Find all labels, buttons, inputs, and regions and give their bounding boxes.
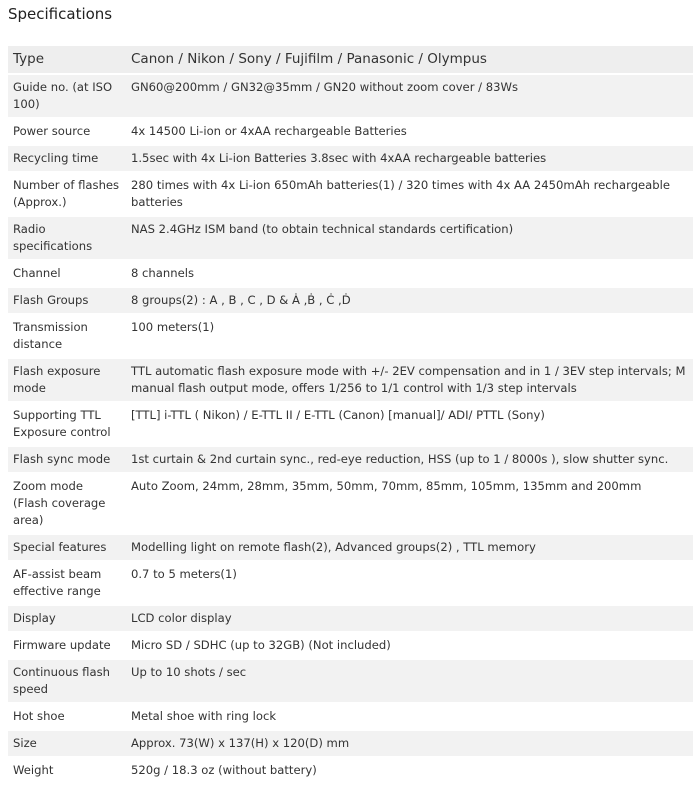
spec-key: AF-assist beam effective range: [8, 562, 125, 604]
spec-value: TTL automatic flash exposure mode with +/- 2EV compensation and in 1 / 3EV step intervals; M manual flash output mode, offers 1/256 to 1/1 control with 1/3 step intervals: [125, 359, 693, 401]
spec-value: 8 groups(2) : A , B , C , D & Ȧ ,Ḃ , Ċ ,Ḋ: [125, 288, 693, 313]
table-row: [8, 359, 693, 401]
table-row: [8, 261, 693, 286]
spec-key: Number of flashes (Approx.): [8, 173, 125, 215]
table-row: [8, 606, 693, 631]
spec-value: NAS 2.4GHz ISM band (to obtain technical standards certification): [125, 217, 693, 259]
spec-key: Guide no. (at ISO 100): [8, 75, 125, 117]
spec-value: 1st curtain & 2nd curtain sync., red-eye reduction, HSS (up to 1 / 8000s ), slow shutter sync.: [125, 447, 693, 472]
spec-value: [TTL] i-TTL ( Nikon) / E-TTL II / E-TTL (Canon) [manual]/ ADI/ PTTL (Sony): [125, 403, 693, 445]
spec-value: Metal shoe with ring lock: [125, 704, 693, 729]
spec-value: Auto Zoom, 24mm, 28mm, 35mm, 50mm, 70mm, 85mm, 105mm, 135mm and 200mm: [125, 474, 693, 533]
table-row: [8, 217, 693, 259]
table-header-row: [8, 46, 693, 73]
table-row: [8, 704, 693, 729]
table-row: [8, 403, 693, 445]
spec-key: Channel: [8, 261, 125, 286]
spec-key: Power source: [8, 119, 125, 144]
table-row: [8, 758, 693, 783]
spec-key: Zoom mode (Flash coverage area): [8, 474, 125, 533]
table-row: [8, 474, 693, 533]
table-row: [8, 288, 693, 313]
spec-value: 280 times with 4x Li-ion 650mAh batteries(1) / 320 times with 4x AA 2450mAh rechargeable batteries: [125, 173, 693, 215]
spec-value: 0.7 to 5 meters(1): [125, 562, 693, 604]
spec-value: 100 meters(1): [125, 315, 693, 357]
table-row: [8, 119, 693, 144]
table-row: [8, 535, 693, 560]
spec-key: Flash sync mode: [8, 447, 125, 472]
spec-key: Hot shoe: [8, 704, 125, 729]
spec-key: Weight: [8, 758, 125, 783]
table-row: [8, 447, 693, 472]
spec-key: Continuous flash speed: [8, 660, 125, 702]
spec-key: Flash exposure mode: [8, 359, 125, 401]
table-row: [8, 315, 693, 357]
table-row: [8, 731, 693, 756]
spec-value: Modelling light on remote flash(2), Advanced groups(2) , TTL memory: [125, 535, 693, 560]
spec-key: Recycling time: [8, 146, 125, 171]
table-row: [8, 562, 693, 604]
spec-key: Size: [8, 731, 125, 756]
specifications-table: [8, 44, 693, 785]
spec-value: 4x 14500 Li-ion or 4xAA rechargeable Batteries: [125, 119, 693, 144]
spec-key: Flash Groups: [8, 288, 125, 313]
spec-value: 8 channels: [125, 261, 693, 286]
spec-key: Special features: [8, 535, 125, 560]
section-title: Specifications: [8, 5, 113, 23]
table-row: [8, 75, 693, 117]
spec-key: Radio specifications: [8, 217, 125, 259]
spec-key: Supporting TTL Exposure control: [8, 403, 125, 445]
header-value: Canon / Nikon / Sony / Fujifilm / Panasonic / Olympus: [125, 46, 693, 73]
spec-key: Transmission distance: [8, 315, 125, 357]
spec-value: Approx. 73(W) x 137(H) x 120(D) mm: [125, 731, 693, 756]
spec-value: Micro SD / SDHC (up to 32GB) (Not included): [125, 633, 693, 658]
spec-key: Display: [8, 606, 125, 631]
spec-value: 1.5sec with 4x Li-ion Batteries 3.8sec with 4xAA rechargeable batteries: [125, 146, 693, 171]
spec-value: Up to 10 shots / sec: [125, 660, 693, 702]
spec-value: 520g / 18.3 oz (without battery): [125, 758, 693, 783]
spec-value: LCD color display: [125, 606, 693, 631]
table-row: [8, 173, 693, 215]
table-row: [8, 660, 693, 702]
table-row: [8, 146, 693, 171]
table-row: [8, 633, 693, 658]
header-key: Type: [8, 46, 125, 73]
spec-key: Firmware update: [8, 633, 125, 658]
spec-value: GN60@200mm / GN32@35mm / GN20 without zoom cover / 83Ws: [125, 75, 693, 117]
